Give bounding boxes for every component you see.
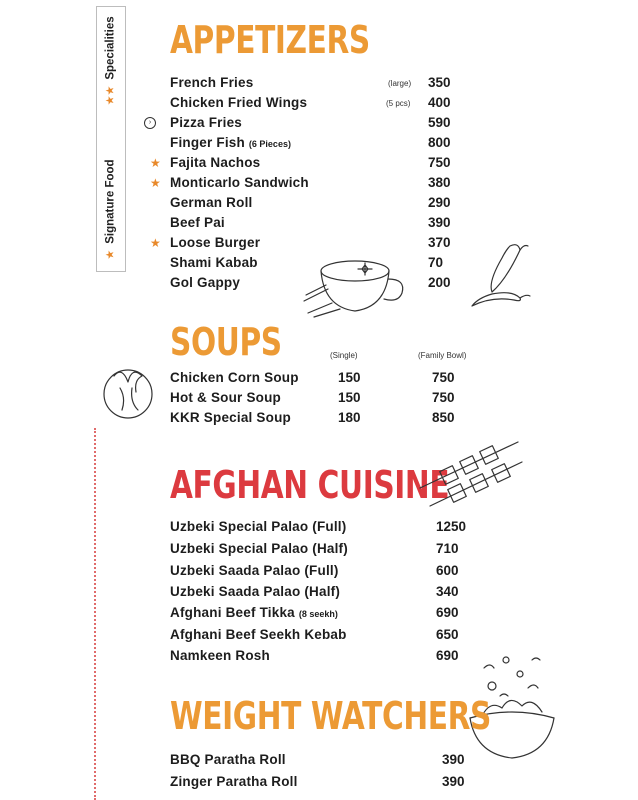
weight-watchers-title: WEIGHT WATCHERS bbox=[170, 694, 491, 738]
item-price: 390 bbox=[428, 215, 451, 230]
item-note: (large) bbox=[388, 79, 412, 88]
item-price: 70 bbox=[428, 255, 444, 270]
menu-item: Hot & Sour Soup bbox=[170, 390, 281, 405]
star-icon: ★ bbox=[150, 176, 161, 190]
item-price: 690 bbox=[436, 648, 459, 663]
star-icon: ★ bbox=[104, 249, 117, 260]
item-note: (5 pcs) bbox=[386, 99, 411, 108]
menu-item: Gol Gappy bbox=[170, 275, 241, 290]
item-price-single: 180 bbox=[338, 410, 361, 425]
item-price: 710 bbox=[436, 541, 459, 556]
dumpling-icon bbox=[98, 362, 158, 422]
item-price: 600 bbox=[436, 563, 459, 578]
menu-item: BBQ Paratha Roll bbox=[170, 752, 286, 767]
menu-item: German Roll bbox=[170, 195, 253, 210]
item-price: 340 bbox=[436, 584, 459, 599]
legend-signature-label: Signature Food bbox=[104, 159, 116, 244]
menu-item: Zinger Paratha Roll bbox=[170, 774, 298, 789]
item-price: 690 bbox=[436, 605, 459, 620]
menu-item: Loose Burger bbox=[170, 235, 261, 250]
item-price: 390 bbox=[442, 774, 465, 789]
soup-col-family: (Family Bowl) bbox=[418, 351, 467, 360]
menu-item: Afghani Beef Seekh Kebab bbox=[170, 627, 347, 642]
item-price: 800 bbox=[428, 135, 451, 150]
specialities-icon: › bbox=[144, 117, 156, 129]
menu-item: Finger Fish (6 Pieces) bbox=[170, 135, 291, 150]
item-price-family: 850 bbox=[432, 410, 455, 425]
menu-item: Afghani Beef Tikka (8 seekh) bbox=[170, 605, 338, 620]
menu-item: KKR Special Soup bbox=[170, 410, 291, 425]
menu-item: Uzbeki Special Palao (Half) bbox=[170, 541, 348, 556]
item-price-single: 150 bbox=[338, 390, 361, 405]
menu-item: Uzbeki Saada Palao (Full) bbox=[170, 563, 339, 578]
menu-item: French Fries bbox=[170, 75, 254, 90]
afghan-title: AFGHAN CUISINE bbox=[170, 463, 450, 507]
menu-item: Monticarlo Sandwich bbox=[170, 175, 309, 190]
star-icon: ★ bbox=[150, 156, 161, 170]
specialities-icon: ★★ bbox=[104, 85, 117, 106]
menu-item: Pizza Fries bbox=[170, 115, 242, 130]
item-price: 1250 bbox=[436, 519, 467, 534]
item-price: 200 bbox=[428, 275, 451, 290]
item-price: 400 bbox=[428, 95, 451, 110]
item-price: 290 bbox=[428, 195, 451, 210]
item-price-family: 750 bbox=[432, 370, 455, 385]
dotted-divider bbox=[94, 428, 96, 800]
menu-item: Uzbeki Saada Palao (Half) bbox=[170, 584, 341, 599]
item-price-single: 150 bbox=[338, 370, 361, 385]
item-price: 750 bbox=[428, 155, 451, 170]
item-price: 370 bbox=[428, 235, 451, 250]
menu-item: Shami Kabab bbox=[170, 255, 258, 270]
item-price: 650 bbox=[436, 627, 459, 642]
legend bbox=[104, 16, 117, 259]
kebab-skewer-icon bbox=[416, 428, 526, 518]
menu-item: Namkeen Rosh bbox=[170, 648, 270, 663]
item-price: 380 bbox=[428, 175, 451, 190]
menu-item: Chicken Fried Wings bbox=[170, 95, 308, 110]
soups-title: SOUPS bbox=[170, 320, 282, 364]
item-price: 590 bbox=[428, 115, 451, 130]
menu-item: Beef Pai bbox=[170, 215, 225, 230]
soup-col-single: (Single) bbox=[330, 351, 358, 360]
item-price: 390 bbox=[442, 752, 465, 767]
menu-item: Chicken Corn Soup bbox=[170, 370, 299, 385]
menu-item: Uzbeki Special Palao (Full) bbox=[170, 519, 347, 534]
legend-specialities-label: Specialities bbox=[104, 16, 116, 80]
item-price-family: 750 bbox=[432, 390, 455, 405]
coffee-cup-icon bbox=[300, 255, 410, 325]
star-icon: ★ bbox=[150, 236, 161, 250]
appetizers-title: APPETIZERS bbox=[170, 18, 370, 62]
chili-pepper-icon bbox=[462, 240, 532, 320]
item-price: 350 bbox=[428, 75, 451, 90]
menu-item: Fajita Nachos bbox=[170, 155, 261, 170]
